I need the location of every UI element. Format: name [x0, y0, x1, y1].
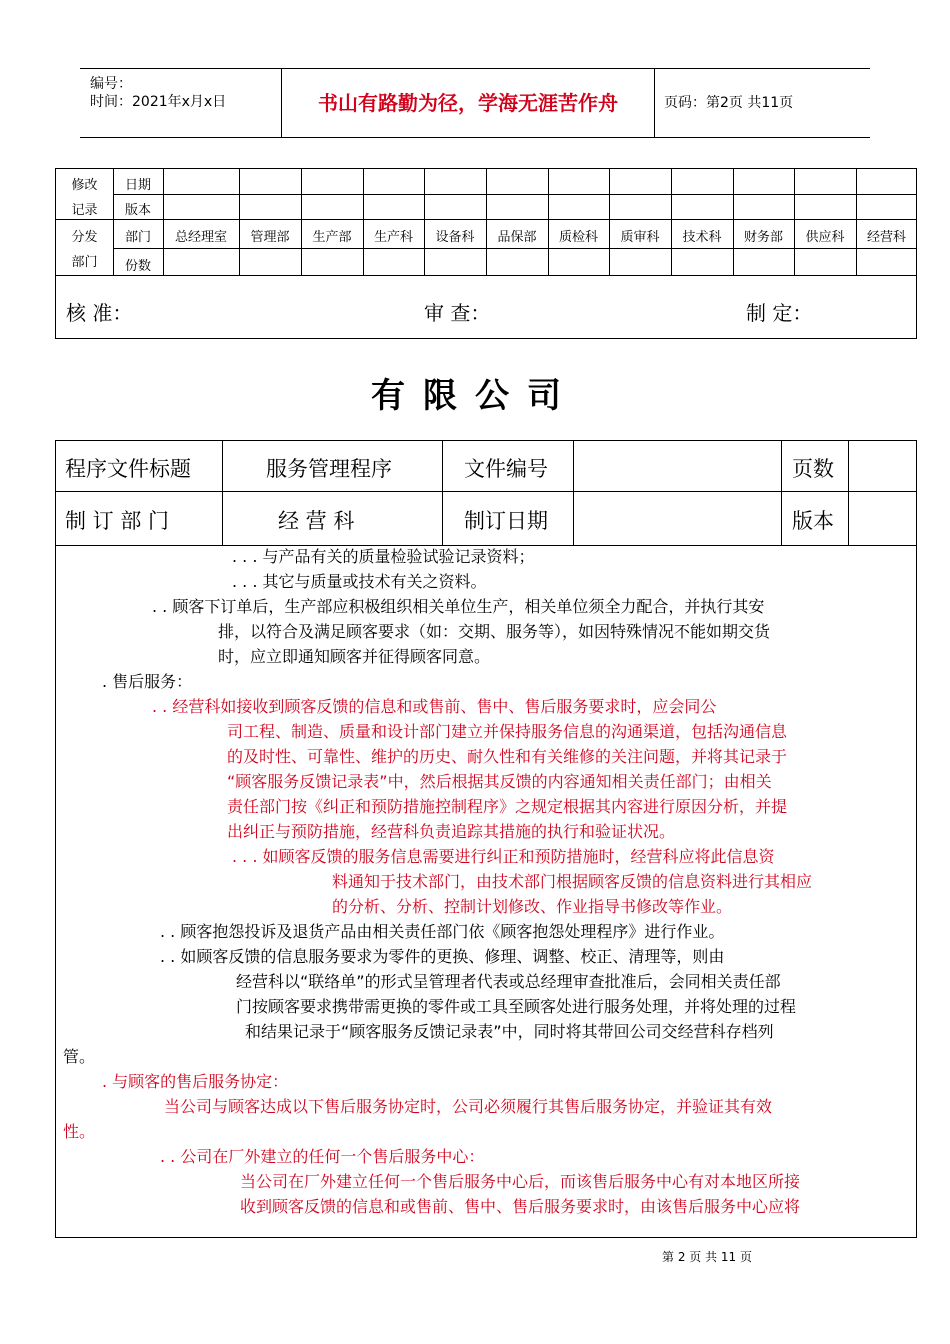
body-line: . . 公司在厂外建立的任何一个售后服务中心：	[160, 1147, 485, 1166]
dept-cell: 质审科	[620, 230, 660, 245]
page-header	[80, 68, 870, 138]
doc-date-label: 制订日期	[464, 509, 548, 533]
dept-cell: 供应科	[805, 230, 845, 245]
body-line: 门按顾客要求携带需更换的零件或工具至顾客处进行服务处理，并将处理的过程	[236, 997, 797, 1016]
dept-label: 部门	[124, 230, 151, 245]
doc-title-label: 程序文件标题	[65, 457, 191, 481]
motto: 书山有路勤为径，学海无涯苦作舟	[281, 69, 655, 137]
body-line: 出纠正与预防措施，经营科负责追踪其措施的执行和验证状况。	[227, 822, 676, 841]
body-line: . . 顾客抱怨投诉及退货产品由相关责任部门依《顾客抱怨处理程序》进行作业。	[160, 922, 725, 941]
dept-cell: 管理部	[250, 230, 290, 245]
review-label: 审 查：	[424, 301, 491, 325]
date-label: 日期	[124, 178, 151, 193]
body-line: 的及时性、可靠性、维护的历史、耐久性和有关维修的关注问题，并将其记录于	[227, 747, 788, 766]
body-line: 的分析、分析、控制计划修改、作业指导书修改等作业。	[332, 897, 733, 916]
record-label: 记录	[71, 203, 98, 218]
distribution-dept-label: 部门	[71, 255, 98, 270]
body-line: 性。	[63, 1122, 96, 1141]
page-footer: 第 2 页 共 11 页	[662, 1250, 752, 1264]
header-info-cell	[80, 69, 280, 137]
doc-title-value: 服务管理程序	[266, 457, 392, 481]
dept-cell: 总经理室	[174, 230, 227, 245]
version-label: 版本	[124, 203, 151, 218]
body-line: . . 经营科如接收到顾客反馈的信息和或售前、售中、售后服务要求时，应会同公	[152, 697, 717, 716]
approve-label: 核 准：	[66, 301, 133, 325]
body-line: 经营科以“联络单”的形式呈管理者代表或总经理审查批准后，会同相关责任部	[236, 972, 781, 991]
body-line: 当公司与顾客达成以下售后服务协定时，公司必须履行其售后服务协定，并验证其有效	[164, 1097, 773, 1116]
body-line: . . 顾客下订单后，生产部应积极组织相关单位生产，相关单位须全力配合，并执行其安	[152, 597, 765, 616]
body-line: . . . 与产品有关的质量检验试验记录资料；	[232, 547, 535, 566]
body-line: 排，以符合及满足顾客要求（如：交期、服务等），如因特殊情况不能如期交货	[218, 622, 771, 641]
body-line: . 与顾客的售后服务协定：	[102, 1072, 289, 1091]
revision-table	[55, 168, 917, 339]
body-line: 责任部门按《纠正和预防措施控制程序》之规定根据其内容进行原因分析，并提	[227, 797, 788, 816]
dept-cell: 生产部	[312, 230, 352, 245]
doc-pages-label: 页数	[792, 457, 834, 481]
time-label: 时间：2021年x月x日	[90, 94, 227, 110]
dept-cell: 经营科	[866, 230, 906, 245]
body-line: 管。	[63, 1047, 96, 1066]
body-line: 司工程、制造、质量和设计部门建立并保持服务信息的沟通渠道，包括沟通信息	[227, 722, 788, 741]
dept-cell: 设备科	[435, 230, 475, 245]
dept-cell: 技术科	[682, 230, 722, 245]
body-line: . . . 其它与质量或技术有关之资料。	[232, 572, 487, 591]
body-line: 当公司在厂外建立任何一个售后服务中心后，而该售后服务中心有对本地区所接	[240, 1172, 801, 1191]
body-line: . 售后服务：	[102, 672, 193, 691]
body-line: 和结果记录于“顾客服务反馈记录表”中，同时将其带回公司交经营科存档列	[245, 1022, 774, 1041]
distribution-label: 分发	[71, 230, 98, 245]
doc-dept-label: 制 订 部 门	[65, 509, 170, 533]
dept-cell: 质检科	[558, 230, 598, 245]
body-line: 时，应立即通知顾客并征得顾客同意。	[218, 647, 491, 666]
body-line: 料通知于技术部门，由技术部门根据顾客反馈的信息资料进行其相应	[332, 872, 813, 891]
doc-version-label: 版本	[792, 509, 834, 533]
dept-cell: 生产科	[373, 230, 413, 245]
doc-dept-value: 经 营 科	[278, 509, 355, 533]
number-label: 编号：	[90, 76, 132, 92]
copies-label: 份数	[124, 259, 151, 274]
body-line: . . 如顾客反馈的信息服务要求为零件的更换、修理、调整、校正、清理等，则由	[160, 947, 725, 966]
body-line: “顾客服务反馈记录表”中，然后根据其反馈的内容通知相关责任部门；由相关	[227, 772, 772, 791]
body-line: 收到顾客反馈的信息和或售前、售中、售后服务要求时，由该售后服务中心应将	[240, 1197, 801, 1216]
doc-number-label: 文件编号	[464, 457, 548, 481]
body-line: . . . 如顾客反馈的服务信息需要进行纠正和预防措施时，经营科应将此信息资	[232, 847, 775, 866]
page-code: 页码：第2页 共11页	[664, 95, 794, 111]
modify-label: 修改	[71, 178, 98, 193]
dept-cell: 财务部	[743, 230, 783, 245]
company-title: 有限公司	[371, 376, 579, 416]
prepare-label: 制 定：	[746, 301, 813, 325]
dept-cell: 品保部	[497, 230, 537, 245]
